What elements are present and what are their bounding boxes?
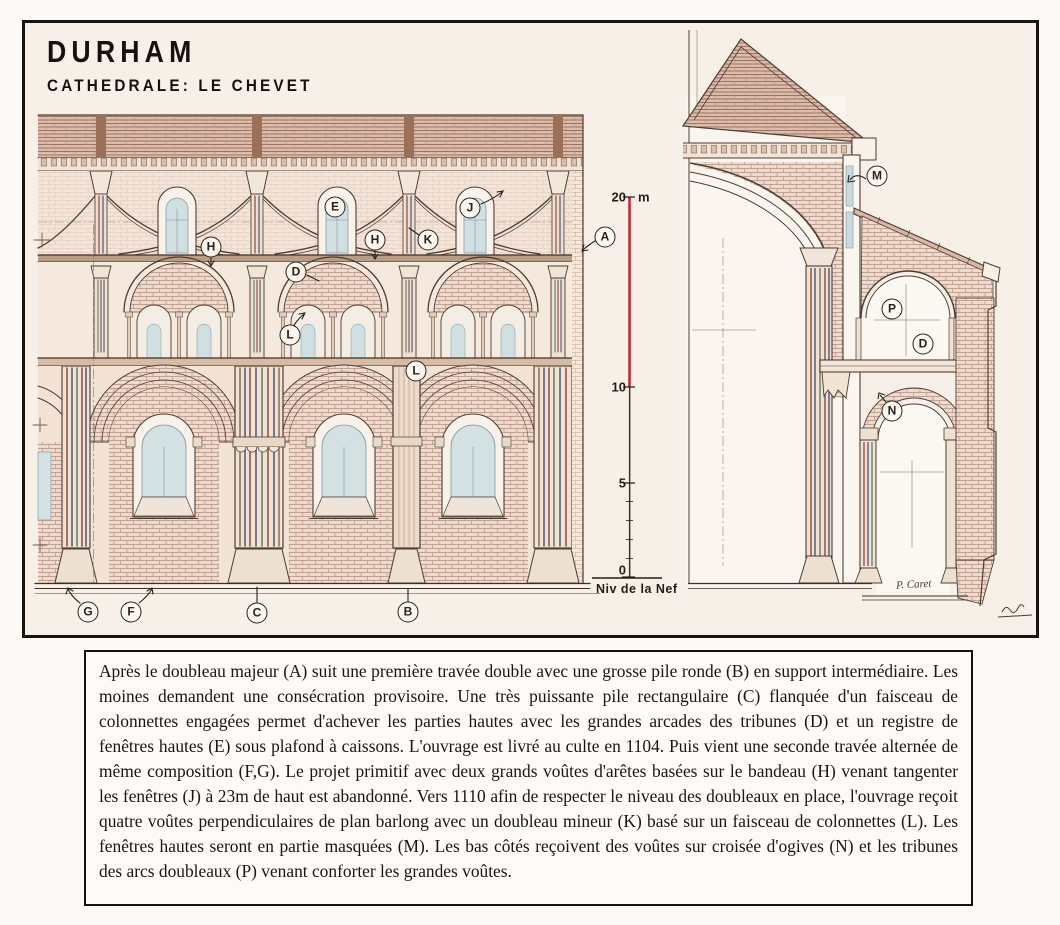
callout-elev-g: G (78, 602, 99, 623)
callout-elev-c: C (247, 603, 268, 624)
callout-elev-j: J (460, 198, 481, 219)
draughtsman-signature: P. Caret (895, 577, 932, 592)
callout-elev-h: H (365, 230, 386, 251)
scale-tick-5: 5 (618, 475, 626, 491)
scale-baseline-label: Niv de la Nef (596, 582, 678, 596)
title-block (47, 34, 342, 96)
callout-elev-a: A (595, 227, 616, 248)
callout-elev-d: D (286, 262, 307, 283)
arcade-windows (126, 414, 511, 519)
callout-elev-l: L (280, 325, 301, 346)
callout-elev-h: H (201, 237, 222, 258)
scale-tick-0: 0 (618, 562, 626, 578)
callout-elev-b: B (398, 602, 419, 623)
callout-sect-p: P (882, 299, 903, 320)
callout-sect-d: D (913, 334, 934, 355)
callout-elev-e: E (325, 197, 346, 218)
elevation-view (33, 115, 600, 603)
plate-title: DURHAM (47, 34, 197, 69)
scale-tick-10: 10 (611, 379, 626, 395)
caption-panel (84, 650, 973, 906)
scale-tick-20: 20 (611, 189, 626, 205)
callout-sect-m: M (867, 166, 888, 187)
callout-elev-k: K (418, 230, 439, 251)
caption-text: Après le doubleau majeur (A) suit une première travée double avec une grosse pile ronde (B) en support intermédiaire. Les moines demandent une consécration provisoire. Une très puissante pile rectangulaire (C) flanquée d'un faisceau de colonnettes engagées permet d'achever les parties hautes avec les grandes arcades des tribunes (D) et un registre de fenêtres hautes (E) sous plafond à caissons. L'ouvrage est livré au culte en 1104. Puis vient une seconde travée alternée de même composition (F,G). Le projet primitif avec deux grands voûtes d'arêtes basées sur le bandeau (H) venant tangenter les fenêtres (J) à 23m de haut est abandonné. Vers 1110 afin de respecter le niveau des doubleaux en place, l'ouvrage reçoit quatre voûtes perpendiculaires de plan barlong avec un doubleau mineur (K) basé sur un faisceau de colonnettes (L). Les fenêtres hautes seront en partie masquées (M). Les bas côtés reçoivent des voûtes sur croisée d'ogives (N) et les tribunes des arcs doubleaux (P) venant conforter les grandes voûtes. (99, 661, 958, 881)
callout-elev-f: F (121, 602, 142, 623)
callout-elev-l: L (406, 361, 427, 382)
callout-sect-n: N (882, 401, 903, 422)
plate-subtitle: CATHEDRALE: LE CHEVET (47, 76, 313, 95)
scale-unit: m (638, 189, 650, 205)
